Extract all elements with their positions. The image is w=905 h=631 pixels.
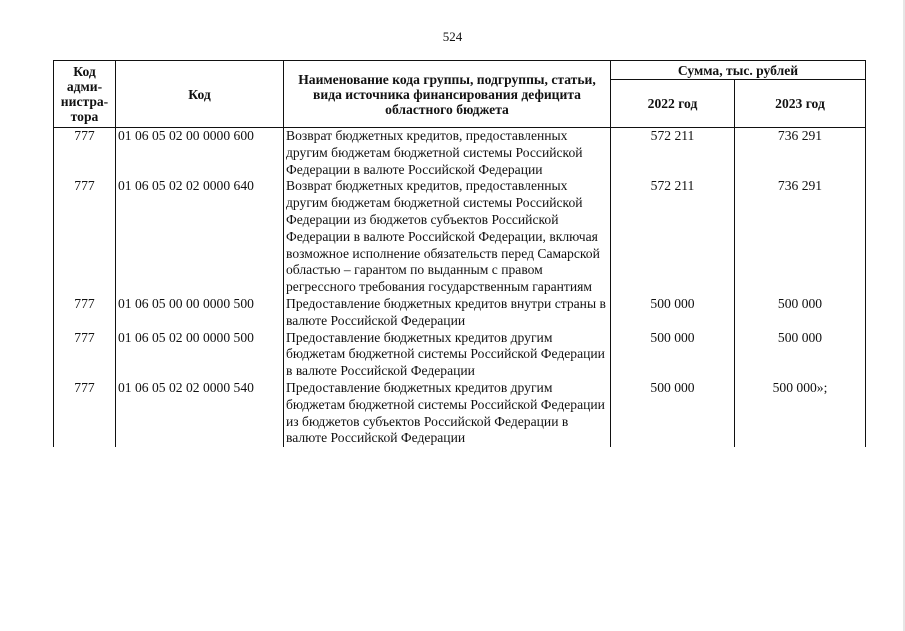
header-code: Код <box>116 61 284 128</box>
table-row <box>54 380 866 447</box>
table-body <box>54 128 866 448</box>
header-sum-group: Сумма, тыс. рублей <box>611 61 866 80</box>
header-name: Наименование кода группы, подгруппы, статьи, вида источника финансирования дефицита областного бюджета <box>284 61 611 128</box>
cell-sum-2023: 500 000 <box>735 296 866 330</box>
cell-code: 01 06 05 00 00 0000 500 <box>116 296 284 330</box>
cell-code: 01 06 05 02 02 0000 640 <box>116 178 284 296</box>
cell-sum-2023: 500 000 <box>735 330 866 380</box>
cell-code: 01 06 05 02 00 0000 500 <box>116 330 284 380</box>
cell-sum-2022: 500 000 <box>611 330 735 380</box>
cell-admin-code: 777 <box>54 296 116 330</box>
cell-sum-2022: 572 211 <box>611 128 735 179</box>
cell-admin-code: 777 <box>54 380 116 447</box>
header-year-2023: 2023 год <box>735 80 866 128</box>
page-number: 524 <box>442 29 463 44</box>
cell-sum-2022: 572 211 <box>611 178 735 296</box>
cell-sum-2023: 736 291 <box>735 178 866 296</box>
table-row <box>54 296 866 330</box>
table-header <box>54 61 866 128</box>
cell-admin-code: 777 <box>54 128 116 179</box>
cell-sum-2022: 500 000 <box>611 296 735 330</box>
cell-admin-code: 777 <box>54 330 116 380</box>
table-row <box>54 128 866 179</box>
cell-code: 01 06 05 02 00 0000 600 <box>116 128 284 179</box>
cell-name: Предоставление бюджетных кредитов другим бюджетам бюджетной системы Российской Федерации в валюте Российской Федерации <box>284 330 611 380</box>
header-year-2022: 2022 год <box>611 80 735 128</box>
table-row <box>54 330 866 380</box>
cell-sum-2023: 500 000»; <box>735 380 866 447</box>
cell-name: Предоставление бюджетных кредитов внутри страны в валюте Российской Федерации <box>284 296 611 330</box>
cell-name: Возврат бюджетных кредитов, предоставленных другим бюджетам бюджетной системы Российской Федерации из бюджетов субъектов Российской Федерации в валюте Российской Федерации, включая возможное исполнение обязательств перед Самарской областью – гарантом по выданным с правом регрессного требования государственным гарантиям <box>284 178 611 296</box>
cell-name: Возврат бюджетных кредитов, предоставленных другим бюджетам бюджетной системы Российской Федерации в валюте Российской Федерации <box>284 128 611 179</box>
cell-sum-2022: 500 000 <box>611 380 735 447</box>
budget-sources-table <box>53 60 866 447</box>
header-admin-code: Код адми-нистра-тора <box>54 61 116 128</box>
cell-name: Предоставление бюджетных кредитов другим бюджетам бюджетной системы Российской Федерации из бюджетов субъектов Российской Федерации в валюте Российской Федерации <box>284 380 611 447</box>
cell-admin-code: 777 <box>54 178 116 296</box>
cell-sum-2023: 736 291 <box>735 128 866 179</box>
table-row <box>54 178 866 296</box>
cell-code: 01 06 05 02 02 0000 540 <box>116 380 284 447</box>
